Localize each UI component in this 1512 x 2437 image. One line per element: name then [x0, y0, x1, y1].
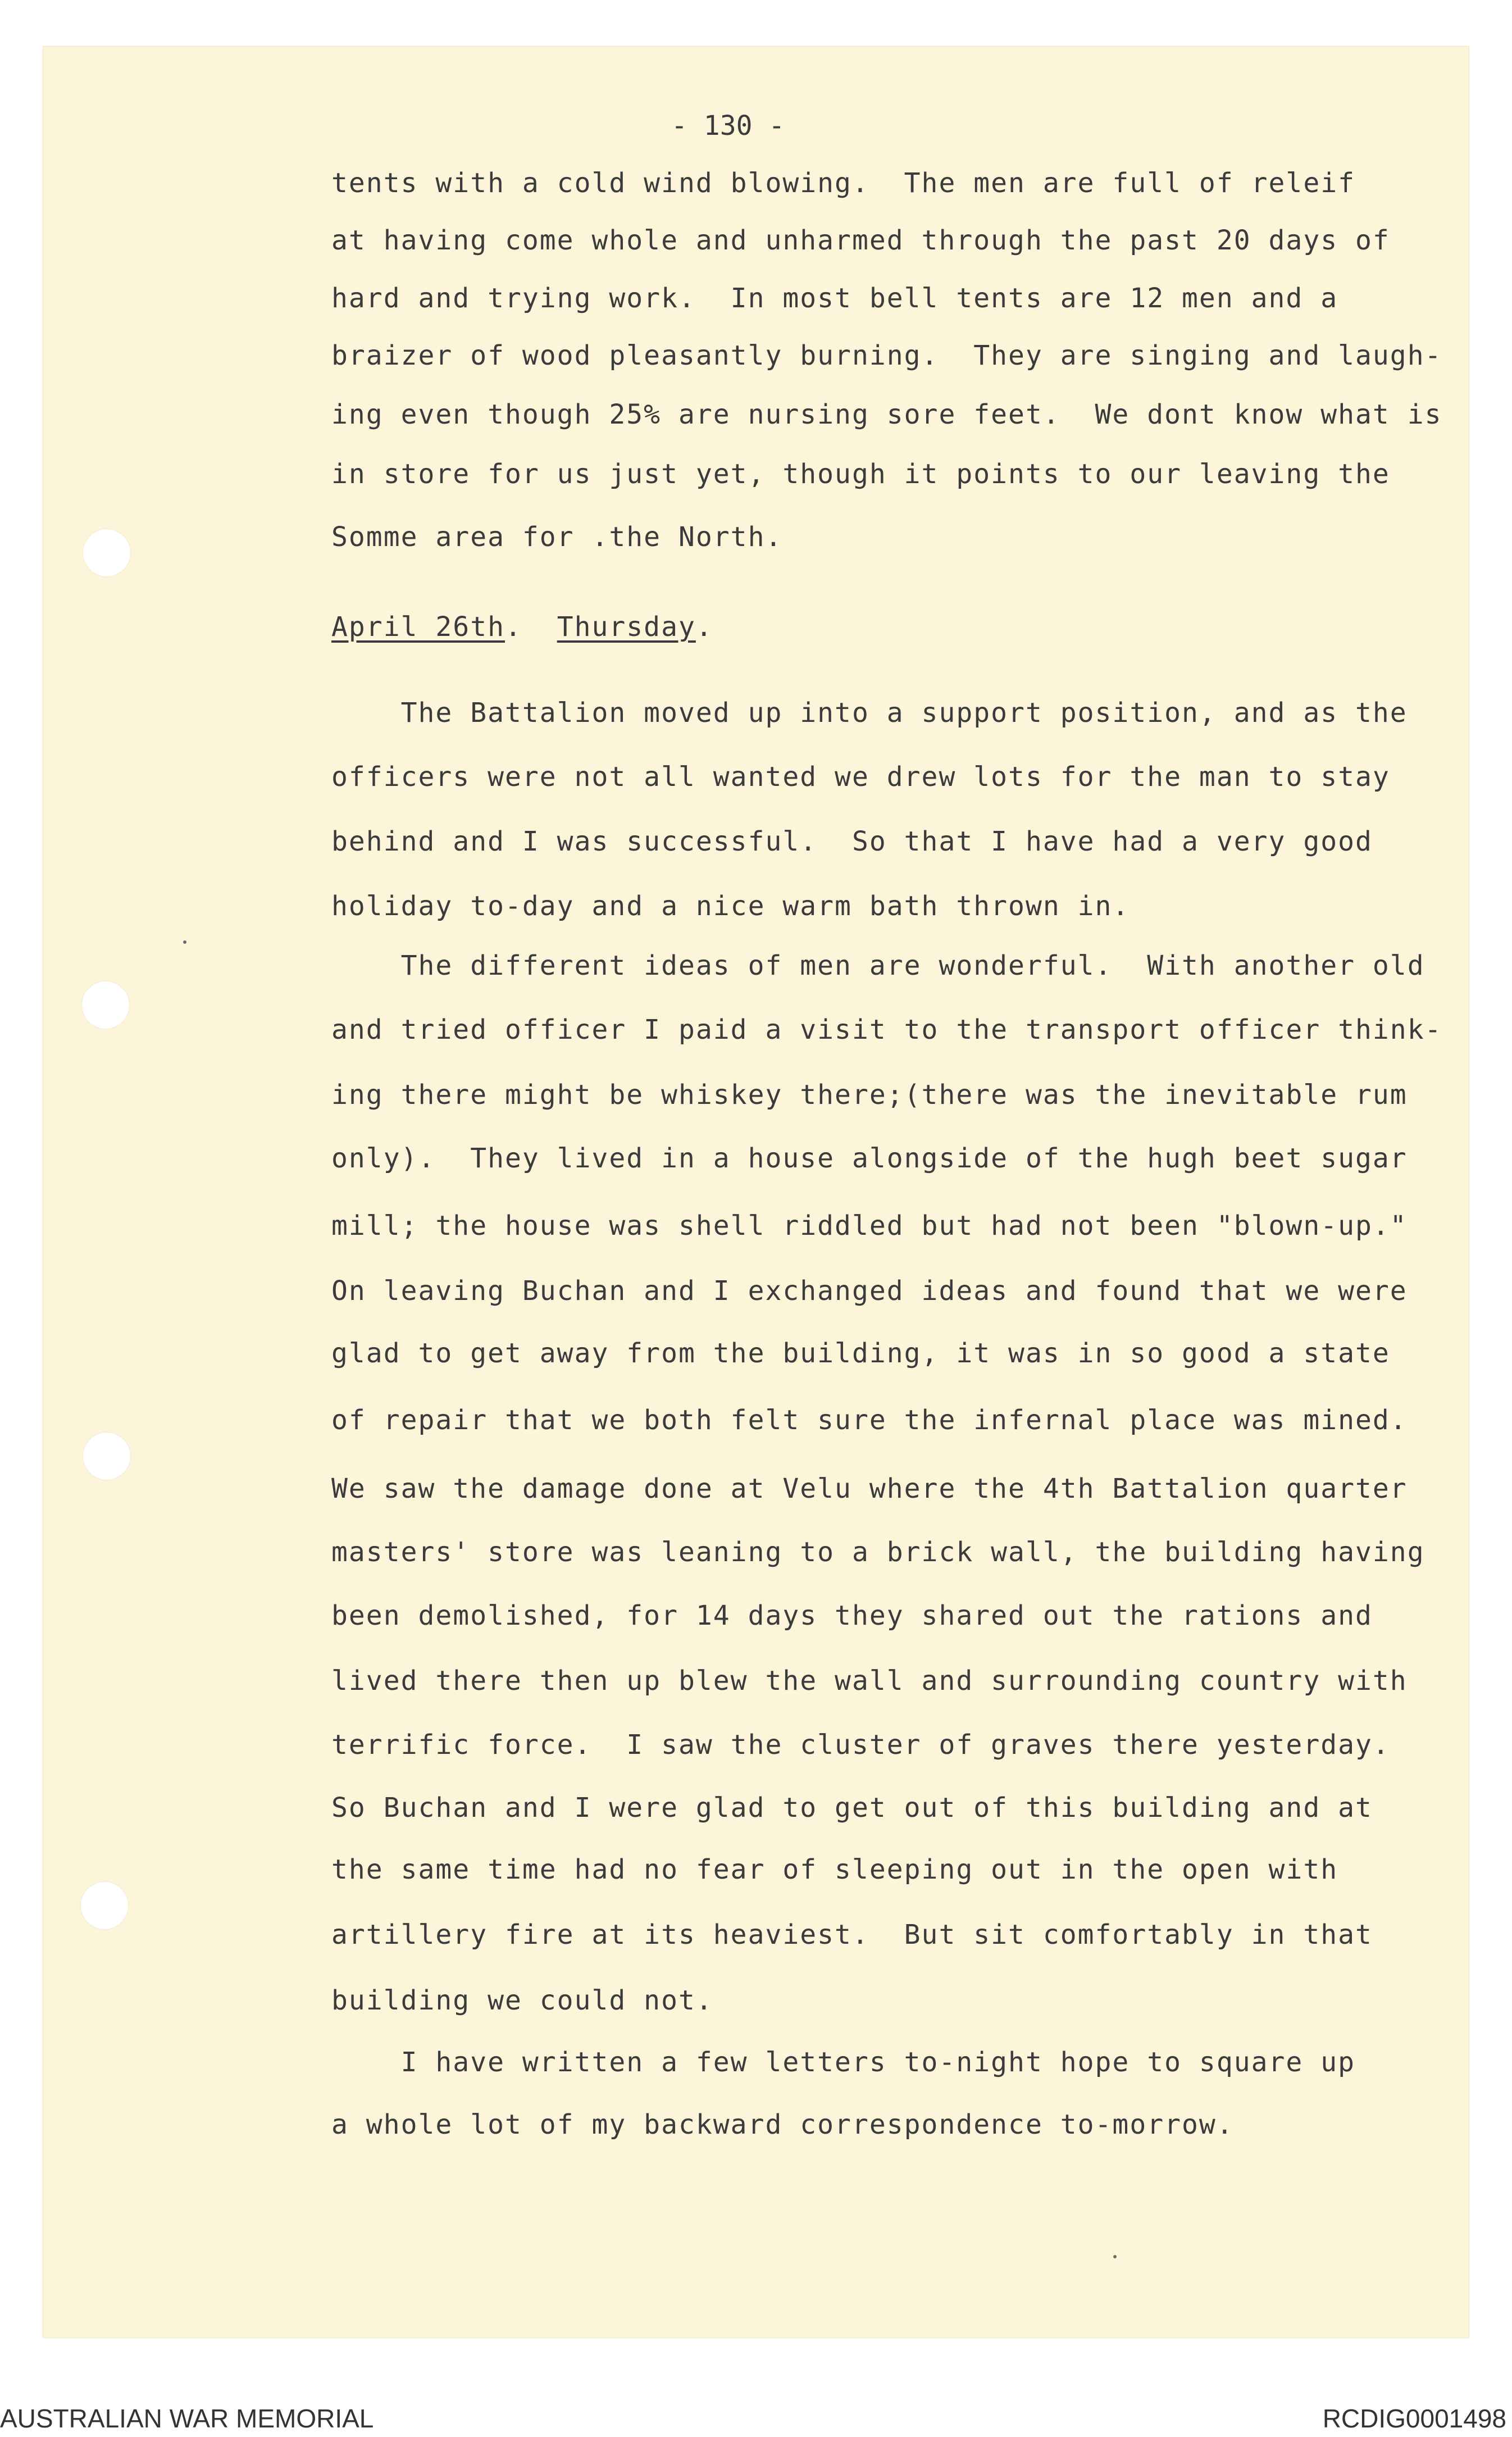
text-line: of repair that we both felt sure the infernal place was mined. — [331, 1404, 1408, 1436]
date-heading-day: Thursday — [557, 611, 696, 643]
text-line: tents with a cold wind blowing. The men are full of releif — [331, 167, 1356, 199]
text-line: behind and I was successful. So that I have had a very good — [331, 826, 1373, 857]
text-line: glad to get away from the building, it was in so good a state — [331, 1338, 1390, 1369]
text-line: building we could not. — [331, 1985, 713, 2016]
paper-speck — [183, 940, 186, 944]
date-heading-sep: . — [504, 611, 557, 643]
text-line: Somme area for .the North. — [331, 521, 783, 553]
text-line: We saw the damage done at Velu where the 4th Battalion quarter — [331, 1473, 1408, 1504]
text-line: the same time had no fear of sleeping out in the open with — [331, 1854, 1338, 1885]
date-heading — [331, 611, 713, 643]
text-line: The Battalion moved up into a support position, and as the — [331, 697, 1408, 729]
punch-hole — [83, 529, 130, 576]
document-page — [43, 46, 1469, 2338]
text-line: and tried officer I paid a visit to the transport officer think- — [331, 1014, 1442, 1045]
text-line: On leaving Buchan and I exchanged ideas and found that we were — [331, 1275, 1408, 1307]
text-line: terrific force. I saw the cluster of graves there yesterday. — [331, 1729, 1390, 1761]
text-line: a whole lot of my backward correspondence to-morrow. — [331, 2109, 1234, 2140]
text-line: at having come whole and unharmed through the past 20 days of — [331, 225, 1390, 256]
page-number: - 130 - — [671, 110, 785, 142]
text-line: ing there might be whiskey there;(there was the inevitable rum — [331, 1079, 1408, 1111]
paper-speck — [1113, 2255, 1117, 2258]
punch-hole — [82, 981, 129, 1029]
text-line: holiday to-day and a nice warm bath thrown in. — [331, 890, 1130, 922]
text-line: mill; the house was shell riddled but had not been "blown-up." — [331, 1210, 1408, 1242]
text-line: in store for us just yet, though it points to our leaving the — [331, 458, 1390, 490]
punch-hole — [83, 1433, 130, 1480]
punch-hole — [81, 1882, 128, 1929]
footer-record-id: RCDIG0001498 — [1322, 2404, 1506, 2433]
text-line: artillery fire at its heaviest. But sit comfortably in that — [331, 1919, 1373, 1950]
text-line: I have written a few letters to-night hope to square up — [331, 2047, 1356, 2078]
date-heading-end: . — [695, 611, 713, 643]
footer-institution: AUSTRALIAN WAR MEMORIAL — [0, 2404, 374, 2433]
text-line: masters' store was leaning to a brick wall, the building having — [331, 1536, 1425, 1568]
text-line: been demolished, for 14 days they shared out the rations and — [331, 1600, 1373, 1631]
text-line: So Buchan and I were glad to get out of this building and at — [331, 1792, 1373, 1824]
text-line: only). They lived in a house alongside of the hugh beet sugar — [331, 1143, 1408, 1174]
text-line: officers were not all wanted we drew lots for the man to stay — [331, 761, 1390, 793]
text-line: lived there then up blew the wall and surrounding country with — [331, 1665, 1408, 1697]
text-line: hard and trying work. In most bell tents are 12 men and a — [331, 283, 1338, 314]
text-line: braizer of wood pleasantly burning. They are singing and laugh- — [331, 340, 1442, 371]
text-line: The different ideas of men are wonderful. With another old — [331, 950, 1425, 981]
text-line: ing even though 25% are nursing sore feet. We dont know what is — [331, 399, 1442, 430]
date-heading-date: April 26th — [331, 611, 505, 643]
